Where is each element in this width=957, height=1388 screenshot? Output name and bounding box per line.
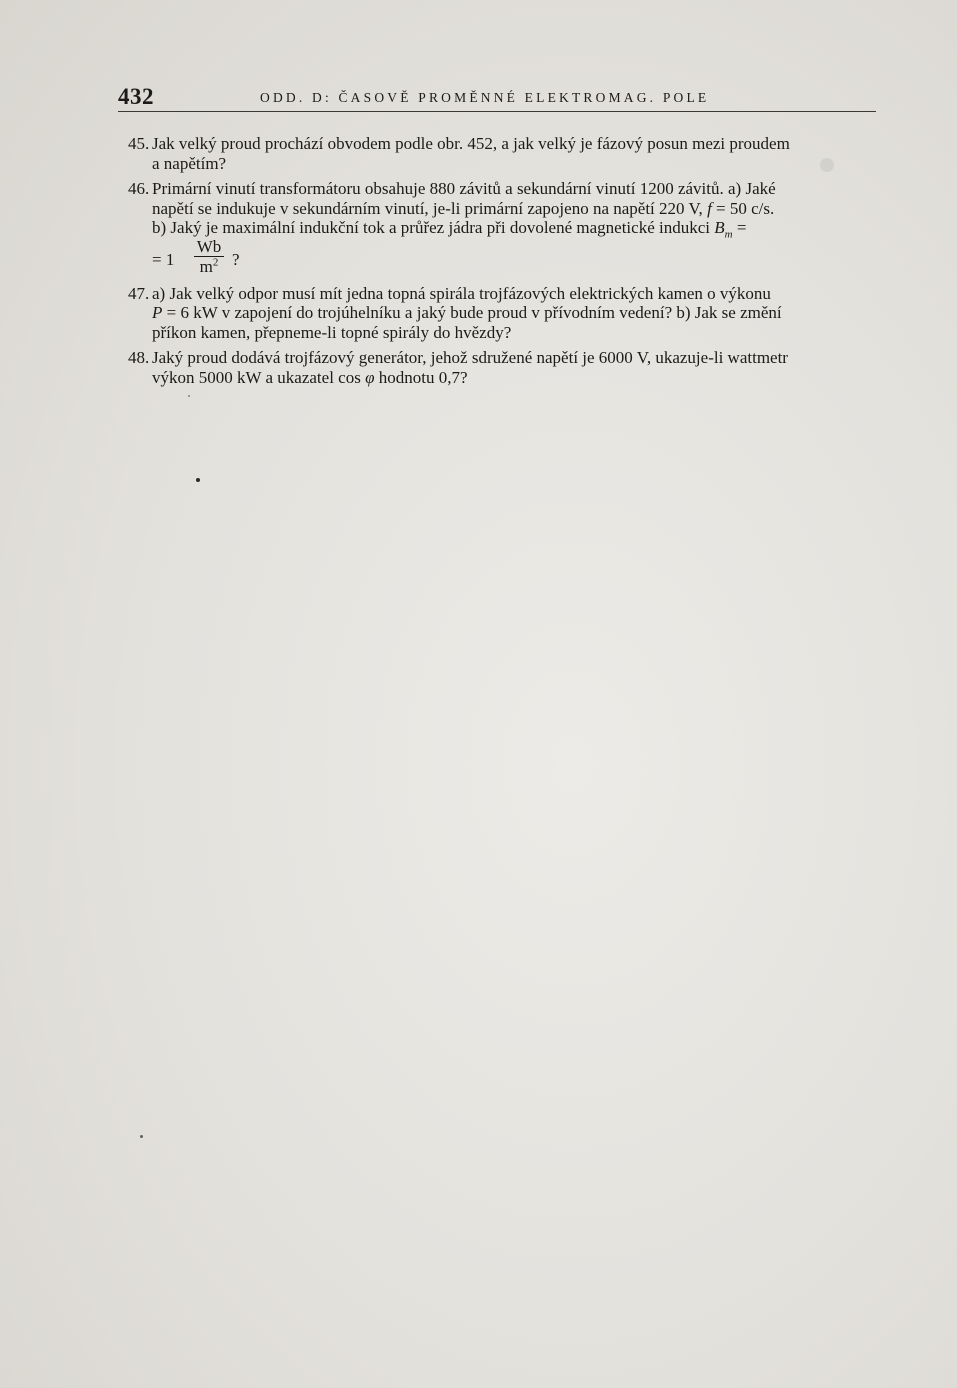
problem-text-line: Jak velký proud prochází obvodem podle obr. 452, a jak velký je fázový posun mezi proudem	[152, 134, 790, 153]
induction-equals: =	[732, 218, 747, 237]
phi-symbol: φ	[365, 367, 375, 387]
page-speck	[820, 158, 834, 172]
header-rule	[118, 111, 876, 112]
frequency-symbol: f	[707, 198, 712, 218]
unit-fraction	[194, 238, 224, 276]
problem-47	[128, 284, 878, 343]
fraction-denominator	[194, 257, 224, 276]
page-speck	[188, 395, 190, 397]
denominator-exponent: 2	[212, 255, 219, 268]
fraction-numerator: Wb	[194, 238, 224, 257]
power-symbol: P	[152, 303, 163, 322]
page-number: 432	[118, 84, 154, 109]
problem-text-line: příkon kamen, přepneme-li topné spirály do hvězdy?	[152, 322, 512, 342]
problem-text-line: Primární vinutí transformátoru obsahuje 880 závitů a sekundární vinutí 1200 závitů. a) Jaké	[152, 179, 776, 198]
problem-text: výkon 5000 kW a ukazatel cos	[152, 367, 361, 387]
problem-45	[128, 134, 878, 173]
problem-text-line: a) Jak velký odpor musí mít jedna topná spirála trojfázových elektrických kamen o výkonu	[152, 283, 771, 303]
running-head: ODD. D: ČASOVĚ PROMĚNNÉ ELEKTROMAG. POLE	[260, 90, 710, 105]
problem-text-line	[152, 199, 878, 219]
problem-text: b) Jaký je maximální indukční tok a průřez jádra při dovolené magnetické indukci	[152, 218, 710, 237]
problem-list	[128, 134, 878, 393]
formula-prefix: = 1	[152, 249, 175, 269]
problem-46	[128, 179, 878, 278]
problem-number: 46.	[128, 179, 150, 198]
problem-text: = 6 kW v zapojení do trojúhelníku a jaký bude proud v přívodním vedení? b) Jak se změní	[166, 303, 782, 322]
problem-text-line	[152, 218, 878, 241]
formula-line	[152, 238, 878, 278]
problem-text-line	[152, 368, 878, 388]
page-speck	[196, 478, 200, 482]
problem-text-line	[152, 303, 878, 323]
problem-number: 47.	[128, 283, 150, 303]
formula-suffix: ?	[232, 249, 240, 269]
page-header	[118, 84, 876, 114]
frequency-value: = 50 c/s.	[711, 198, 775, 218]
problem-number: 48.	[128, 348, 150, 367]
induction-symbol: B	[714, 218, 725, 237]
problem-number: 45.	[128, 134, 150, 153]
denominator-unit: m	[199, 256, 213, 276]
problem-text: hodnotu 0,7?	[378, 367, 468, 387]
problem-text-line: Jaký proud dodává trojfázový generátor, jehož sdružené napětí je 6000 V, ukazuje-li wattmetr	[152, 348, 788, 367]
problem-text-line: a napětím?	[152, 153, 227, 173]
problem-text: napětí se indukuje v sekundárním vinutí, je-li primární zapojeno na napětí 220 V,	[152, 198, 703, 218]
induction-subscript: m	[724, 228, 733, 241]
page-speck	[140, 1135, 143, 1138]
problem-48	[128, 348, 878, 387]
